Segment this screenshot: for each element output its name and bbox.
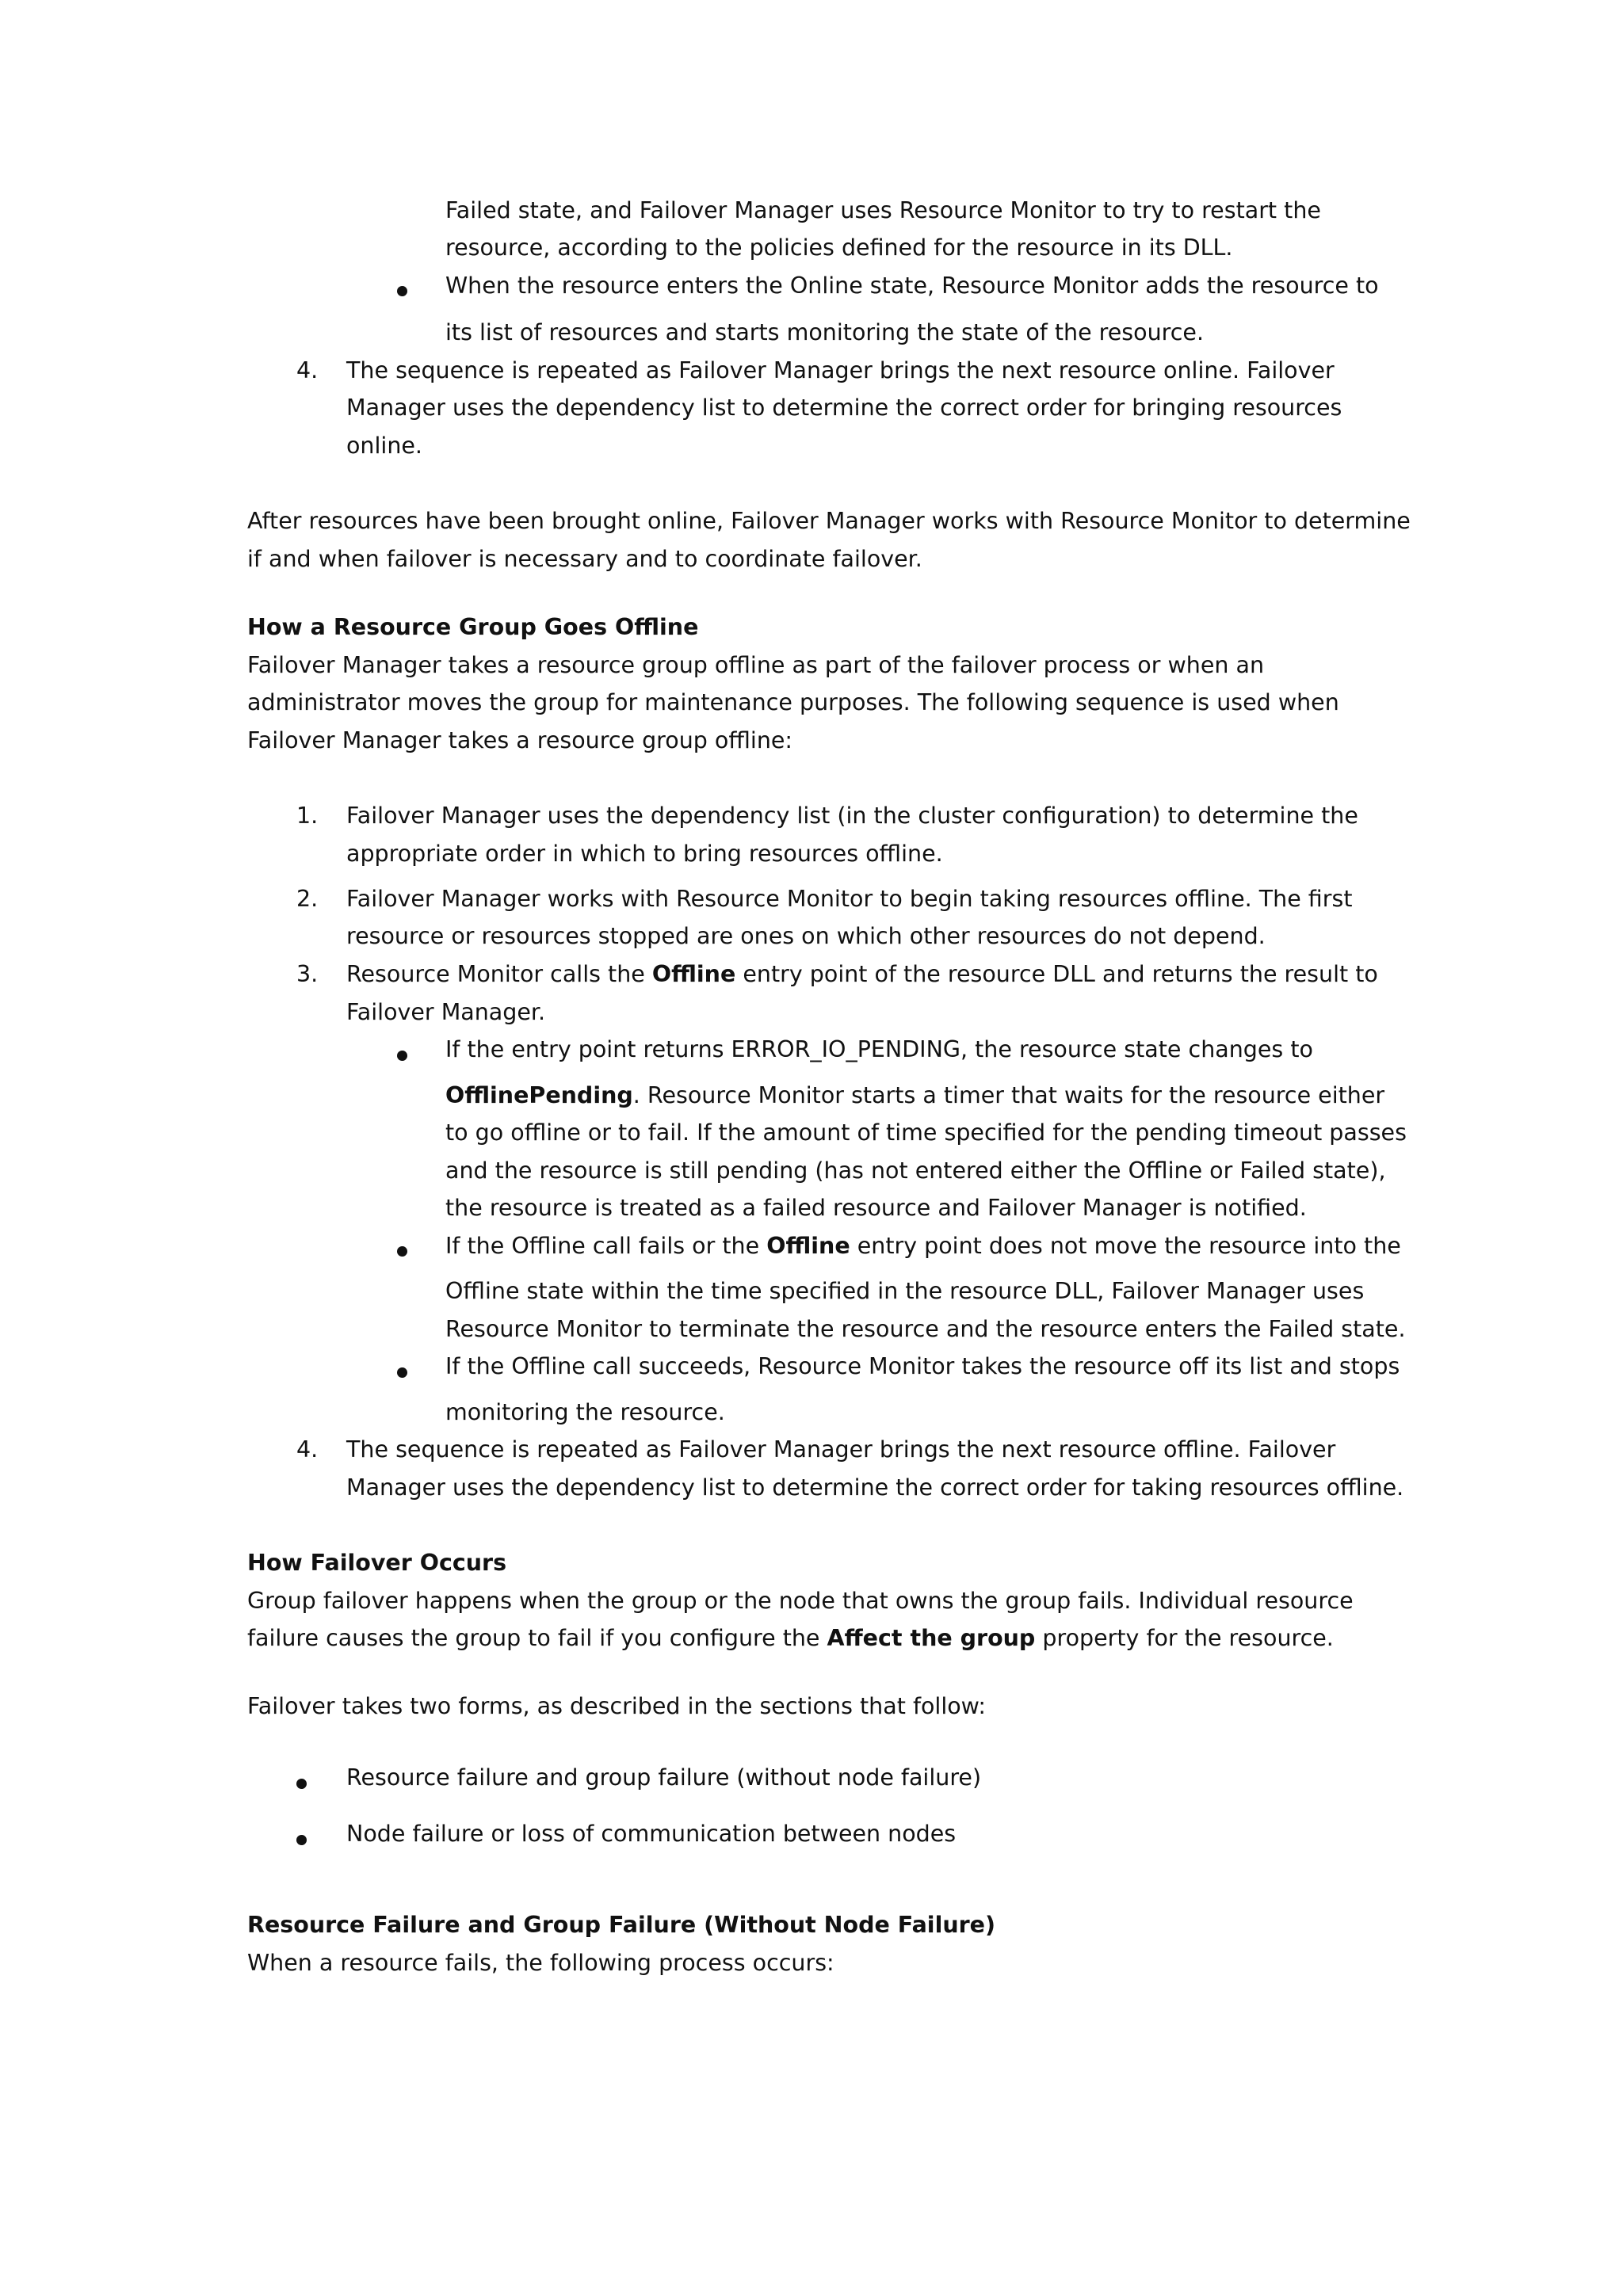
bullet-text: to go offline or to fail. If the amount of time specified for the pending timeout passes <box>445 1119 1407 1146</box>
bullet-text: monitoring the resource. <box>445 1399 725 1425</box>
bold-term: Offline <box>651 961 736 987</box>
bullet-text: If the entry point returns ERROR_IO_PENDING, the resource state changes to <box>445 1036 1313 1062</box>
bullet-icon <box>397 1367 407 1378</box>
bullet-icon <box>397 1246 407 1257</box>
text-run: entry point of the resource DLL and returns the result to <box>735 961 1378 987</box>
paragraph-line: Failover Manager takes a resource group offline: <box>247 727 793 753</box>
bullet-text: its list of resources and starts monitoring the state of the resource. <box>445 319 1205 345</box>
bold-term: Offline <box>766 1233 850 1259</box>
list-number: 3. <box>296 961 319 987</box>
bullet-icon <box>296 1779 307 1789</box>
bullet-text: Offline state within the time specified in the resource DLL, Failover Manager uses <box>445 1278 1365 1304</box>
bullet-icon <box>296 1835 307 1845</box>
bullet-continuation-line: resource, according to the policies defined for the resource in its DLL. <box>445 235 1233 261</box>
bullet-text <box>445 1230 1401 1262</box>
text-run: entry point does not move the resource into the <box>850 1233 1401 1259</box>
list-item-text: The sequence is repeated as Failover Manager brings the next resource online. Failover <box>346 357 1335 383</box>
bold-term: Affect the group <box>827 1625 1036 1651</box>
list-item-text: The sequence is repeated as Failover Manager brings the next resource offline. Failover <box>346 1436 1336 1463</box>
section-heading: How a Resource Group Goes Offline <box>247 614 699 640</box>
list-number: 1. <box>296 803 319 829</box>
bullet-icon <box>397 1051 407 1061</box>
section-heading: Resource Failure and Group Failure (Without Node Failure) <box>247 1912 996 1938</box>
bullet-text: Resource failure and group failure (without node failure) <box>346 1764 982 1791</box>
paragraph-line: if and when failover is necessary and to coordinate failover. <box>247 546 922 572</box>
bullet-continuation-line: Failed state, and Failover Manager uses Resource Monitor to try to restart the <box>445 197 1321 223</box>
list-item-text: Failover Manager. <box>346 999 546 1025</box>
list-item-text: resource or resources stopped are ones on which other resources do not depend. <box>346 923 1266 949</box>
list-item-text: Manager uses the dependency list to determine the correct order for bringing resources <box>346 395 1342 421</box>
paragraph-line: After resources have been brought online, Failover Manager works with Resource Monitor to determine <box>247 508 1411 534</box>
text-run: If the Offline call fails or the <box>445 1233 767 1259</box>
paragraph-line: Group failover happens when the group or the node that owns the group fails. Individual resource <box>247 1588 1354 1614</box>
paragraph-line: Failover takes two forms, as described in the sections that follow: <box>247 1693 987 1719</box>
paragraph-line: When a resource fails, the following process occurs: <box>247 1950 834 1976</box>
bullet-text: and the resource is still pending (has not entered either the Offline or Failed state), <box>445 1158 1386 1184</box>
bullet-text: Node failure or loss of communication between nodes <box>346 1821 957 1847</box>
bullet-text: Resource Monitor to terminate the resource and the resource enters the Failed state. <box>445 1316 1406 1342</box>
bullet-text: the resource is treated as a failed resource and Failover Manager is notified. <box>445 1195 1307 1221</box>
paragraph-line: Failover Manager takes a resource group offline as part of the failover process or when an <box>247 652 1265 678</box>
list-item-text: Manager uses the dependency list to determine the correct order for taking resources offline. <box>346 1474 1404 1501</box>
list-item-text: appropriate order in which to bring resources offline. <box>346 841 943 867</box>
list-number: 4. <box>296 357 319 383</box>
list-number: 4. <box>296 1436 319 1463</box>
bold-term: OfflinePending <box>445 1082 633 1108</box>
bullet-icon <box>397 286 407 296</box>
list-number: 2. <box>296 886 319 912</box>
text-run: property for the resource. <box>1035 1625 1334 1651</box>
text-run: failure causes the group to fail if you configure the <box>247 1625 827 1651</box>
text-run: . Resource Monitor starts a timer that waits for the resource either <box>632 1082 1385 1108</box>
paragraph-line <box>247 1623 1334 1654</box>
list-item-text: Failover Manager uses the dependency list (in the cluster configuration) to determine the <box>346 803 1358 829</box>
bullet-text: When the resource enters the Online state, Resource Monitor adds the resource to <box>445 273 1379 299</box>
section-heading: How Failover Occurs <box>247 1550 507 1576</box>
list-item-text: Failover Manager works with Resource Monitor to begin taking resources offline. The first <box>346 886 1353 912</box>
text-run: Resource Monitor calls the <box>346 961 652 987</box>
bullet-text <box>445 1080 1384 1112</box>
list-item-text: online. <box>346 433 422 459</box>
list-item-text <box>346 959 1378 990</box>
paragraph-line: administrator moves the group for maintenance purposes. The following sequence is used when <box>247 689 1339 715</box>
bullet-text: If the Offline call succeeds, Resource Monitor takes the resource off its list and stops <box>445 1353 1400 1379</box>
